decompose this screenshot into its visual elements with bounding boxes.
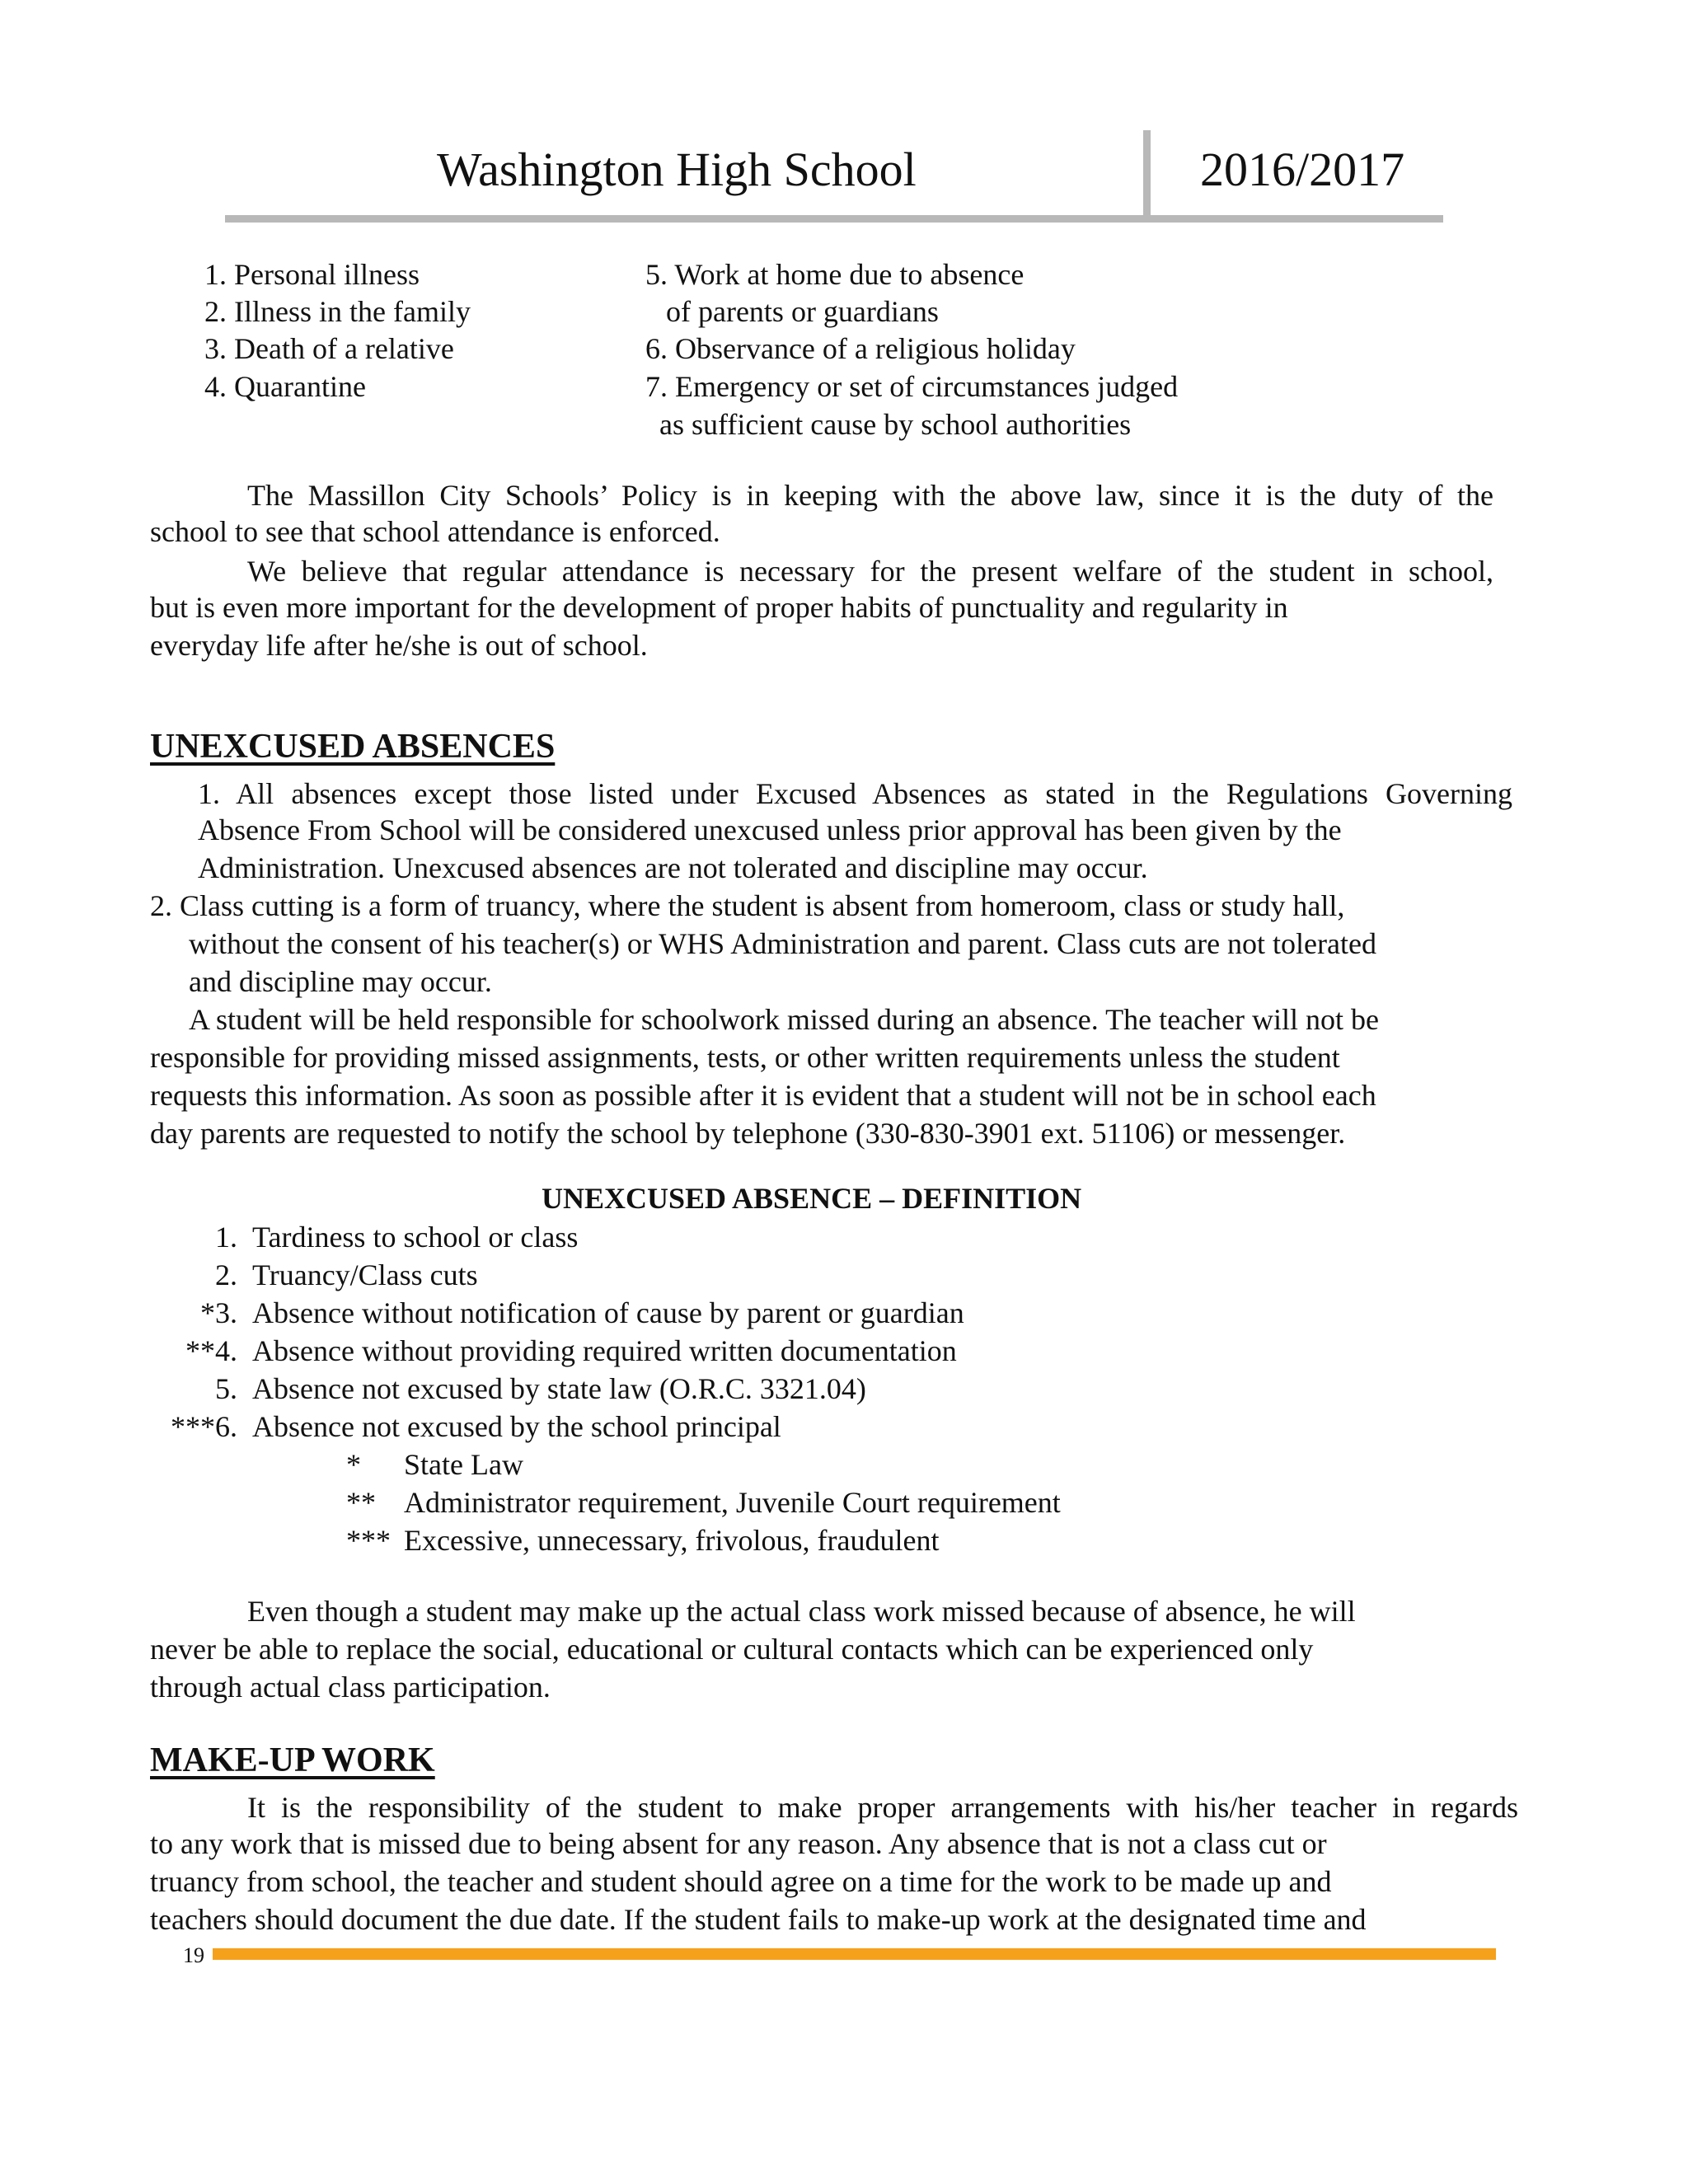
policy-paragraph-2: We believe that regular attendance is necessary for the present welfare of the student in school, bbox=[247, 555, 1493, 588]
list-item: 5. Work at home due to absence bbox=[645, 258, 1025, 291]
list-item: 1. Tardiness to school or class bbox=[215, 1221, 579, 1254]
text-line: Administration. Unexcused absences are not tolerated and discipline may occur. bbox=[198, 851, 1148, 884]
list-item: of parents or guardians bbox=[666, 295, 939, 328]
policy-paragraph-1: The Massillon City Schools’ Policy is in keeping with the above law, since it is the duty of the bbox=[247, 479, 1493, 512]
list-item: ***6. Absence not excused by the school principal bbox=[171, 1410, 781, 1443]
section-heading-unexcused: UNEXCUSED ABSENCES bbox=[150, 728, 556, 766]
school-title: Washington High School bbox=[437, 143, 917, 196]
header-divider bbox=[1143, 130, 1151, 219]
list-item: 7. Emergency or set of circumstances judged bbox=[645, 370, 1179, 403]
page-number: 19 bbox=[183, 1943, 204, 1967]
text-line: Absence From School will be considered unexcused unless prior approval has been given by the bbox=[198, 813, 1342, 846]
text-line: day parents are requested to notify the school by telephone (330-830-3901 ext. 51106) or messenger. bbox=[150, 1117, 1346, 1150]
text-line: Even though a student may make up the actual class work missed because of absence, he will bbox=[247, 1595, 1356, 1628]
text-line: never be able to replace the social, educational or cultural contacts which can be experienced only bbox=[150, 1633, 1314, 1666]
text-line: without the consent of his teacher(s) or WHS Administration and parent. Class cuts are not tolerated bbox=[189, 927, 1376, 960]
list-item: as sufficient cause by school authorities bbox=[659, 408, 1132, 441]
footer-rule bbox=[213, 1948, 1496, 1960]
list-item: *3. Absence without notification of cause by parent or guardian bbox=[200, 1296, 964, 1329]
text-line: A student will be held responsible for schoolwork missed during an absence. The teacher will not be bbox=[189, 1003, 1379, 1036]
section-heading-makeup: MAKE-UP WORK bbox=[150, 1741, 435, 1779]
unexcused-item-1: 1. All absences except those listed under Excused Absences as stated in the Regulations Governing bbox=[198, 777, 1512, 810]
list-item: 4. Quarantine bbox=[204, 370, 366, 403]
policy-paragraph-1-end: school to see that school attendance is enforced. bbox=[150, 515, 720, 548]
text-line: to any work that is missed due to being absent for any reason. Any absence that is not a class cut or bbox=[150, 1827, 1327, 1860]
definition-heading: UNEXCUSED ABSENCE – DEFINITION bbox=[542, 1182, 1082, 1215]
school-year: 2016/2017 bbox=[1200, 143, 1405, 196]
text-line: through actual class participation. bbox=[150, 1671, 551, 1704]
text-line: requests this information. As soon as possible after it is evident that a student will not be in school each bbox=[150, 1079, 1376, 1112]
note-item: * State Law bbox=[346, 1448, 523, 1481]
list-item: 2. Illness in the family bbox=[204, 295, 471, 328]
text-line: everyday life after he/she is out of school. bbox=[150, 629, 648, 662]
list-item: 1. Personal illness bbox=[204, 258, 420, 291]
note-item: ** Administrator requirement, Juvenile Court requirement bbox=[346, 1486, 1061, 1519]
list-item: 3. Death of a relative bbox=[204, 332, 454, 365]
makeup-paragraph: It is the responsibility of the student to make proper arrangements with his/her teacher in regards bbox=[247, 1791, 1518, 1824]
text-line: truancy from school, the teacher and student should agree on a time for the work to be made up and bbox=[150, 1865, 1332, 1898]
list-item: 5. Absence not excused by state law (O.R.C. 3321.04) bbox=[215, 1372, 866, 1405]
text-line: and discipline may occur. bbox=[189, 965, 492, 998]
header-rule bbox=[225, 215, 1443, 223]
text-line: teachers should document the due date. If the student fails to make-up work at the designated time and bbox=[150, 1903, 1367, 1936]
list-item: 6. Observance of a religious holiday bbox=[645, 332, 1076, 365]
text-line: but is even more important for the development of proper habits of punctuality and regularity in bbox=[150, 591, 1288, 624]
note-item: *** Excessive, unnecessary, frivolous, fraudulent bbox=[346, 1524, 940, 1557]
text-line: responsible for providing missed assignments, tests, or other written requirements unless the student bbox=[150, 1041, 1340, 1074]
unexcused-item-2: 2. Class cutting is a form of truancy, where the student is absent from homeroom, class or study hall, bbox=[150, 889, 1345, 922]
list-item: 2. Truancy/Class cuts bbox=[215, 1258, 478, 1291]
list-item: **4. Absence without providing required written documentation bbox=[185, 1334, 957, 1367]
